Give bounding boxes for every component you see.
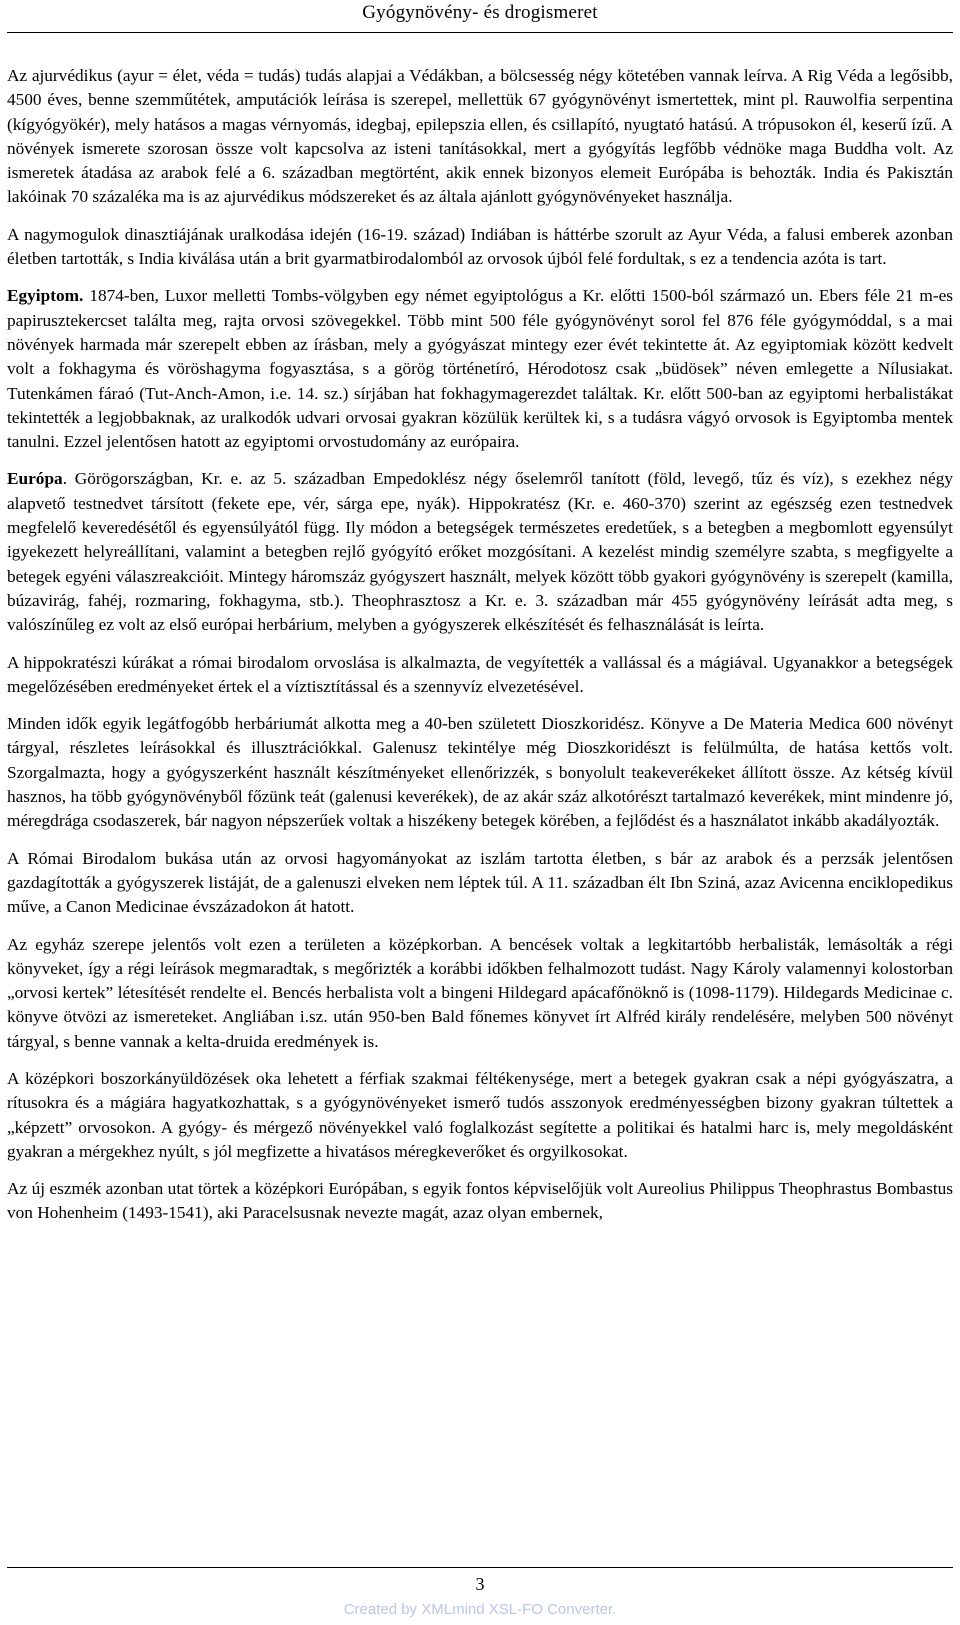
paragraph-rome xyxy=(7,651,953,700)
converter-watermark: Created by XMLmind XSL-FO Converter. xyxy=(343,1601,617,1618)
paragraph-text: A középkori boszorkányüldözések oka lehetett a férfiak szakmai féltékenysége, mert a betegek gyakran csak a népi gyógyászatra, a rítusokra és a mágiára hagyatkozhattak, s a gyógynövényeket ismerő tudós asszonyok eredményességben bizony gyakran túltettek a „képzett” orvosokon. A gyógy- és mérgező növényekkel való foglalkozást segítette a politikai és hatalmi harc is, mely megoldásként gyakran a mérgekhez nyúlt, s jól megfizette a hivatásos méregkeverőket és orgyilkosokat. xyxy=(7,1068,953,1161)
paragraph-witch-hunts xyxy=(7,1067,953,1164)
paragraph-islam xyxy=(7,847,953,920)
paragraph-text: Az egyház szerepe jelentős volt ezen a területen a középkorban. A bencések voltak a legkitartóbb herbalisták, lemásolták a régi könyveket, így a régi leírások megmaradtak, s megőrizték a korábbi időkben felhalmozott tudást. Nagy Károly valamennyi kolostorban „orvosi kertek” létesítését rendelte el. Bencés herbalista volt a bingeni Hildegard apácafőnöknő is (1098-1179). Hildegards Medicinae c. könyve ötvözi az ismereteket. Angliában i.sz. után 950-ben Bald főnemes könyvet írt Alfréd király rendelésére, melyben 500 növényt tárgyal, s benne vannak a kelta-druida eredmények is. xyxy=(7,934,953,1051)
section-lead-egypt: Egyiptom. xyxy=(7,286,84,306)
section-lead-europe: Európa xyxy=(7,469,63,489)
document-body xyxy=(7,64,953,1239)
page-number: 3 xyxy=(475,1574,485,1594)
paragraph-dioscorides xyxy=(7,712,953,833)
paragraph-ayurveda xyxy=(7,64,953,210)
paragraph-mughal xyxy=(7,223,953,272)
paragraph-paracelsus xyxy=(7,1177,953,1226)
paragraph-text: 1874-ben, Luxor melletti Tombs-völgyben egy német egyiptológus a Kr. előtti 1500-ból származó un. Ebers féle 21 m-es papirusztekercset találta meg, rajta orvosi szövegekkel. Több mint 500 féle gyógynövényt sorol fel 876 féle gyógymóddal, s a mai növények harmada már szerepelt ebben az írásban, mely a gyógyászat mintegy ezer évét tekintette át. Az egyiptomiak között kedvelt volt a fokhagyma és vöröshagyma fogyasztása, s a görög történetíró, Hérodotosz csak „büdösek” néven emlegette a Nílusiakat. Tutenkámen fáraó (Tut-Anch-Amon, i.e. 14. sz.) sírjában hat fokhagymagerezdet találtak. Kr. előtt 500-ban az egyiptomi herbalistákat tekintették a legjobbaknak, az uralkodók udvari orvosai gyakran közülük kerültek ki, s a tudásra vágyó orvosok is Egyiptomba mentek tanulni. Ezzel jelentősen hatott az egyiptomi orvostudomány az európaira. xyxy=(7,286,953,452)
page-header-title: Gyógynövény- és drogismeret xyxy=(362,2,598,23)
paragraph-text: Az ajurvédikus (ayur = élet, véda = tudás) tudás alapjai a Védákban, a bölcsesség négy kötetében vannak leírva. A Rig Véda a legősibb, 4500 éves, benne szemműtétek, amputációk leírása is szerepel, mellettük 67 gyógynövényt ismertettek, mint pl. Rauwolfia serpentina (kígyógyökér), mely hatásos a magas vérnyomás, idegbaj, epilepszia ellen, és csillapító, nyugtató hatású. A trópusokon él, keserű ízű. A növények ismerete szorosan össze volt kapcsolva az isteni tanításokkal, mert a gyógyítás legfőbb védnöke maga Buddha volt. Az ismeretek átadása az arabok felé a 6. században megtörtént, akik ennek bizonyos elemeit Európába is behozták. India és Pakisztán lakóinak 70 százaléka ma is az ajurvédikus módszereket és az általa ajánlott gyógynövényeket használja. xyxy=(7,66,953,207)
paragraph-text: Az új eszmék azonban utat törtek a középkori Európában, s egyik fontos képviselőjük volt Aureolius Philippus Theophrastus Bombastus von Hohenheim (1493-1541), aki Paracelsusnak nevezte magát, azaz olyan embernek, xyxy=(7,1179,953,1223)
paragraph-text: A Római Birodalom bukása után az orvosi hagyományokat az iszlám tartotta életben, s bár az arabok és a perzsák jelentősen gazdagították a gyógyszerek listáját, de a galenuszi elveken nem léptek túl. A 11. században élt Ibn Sziná, azaz Avicenna enciklopedikus műve, a Canon Medicinae évszázadokon át hatott. xyxy=(7,848,953,917)
paragraph-europe xyxy=(7,467,953,637)
paragraph-text: A hippokratészi kúrákat a római birodalom orvoslása is alkalmazta, de vegyítették a vallással és a mágiával. Ugyanakkor a betegségek megelőzésében eredményeket értek el a víztisztítással és a szennyvíz elvezetésével. xyxy=(7,652,953,696)
header-divider xyxy=(7,32,953,33)
paragraph-text: . Görögországban, Kr. e. az 5. században Empedoklész négy őselemről tanított (föld, levegő, tűz és víz), s ezekhez négy alapvető testnedvet társított (fekete epe, vér, sárga epe, nyák). Hippokratész (Kr. e. 460-370) szerint az egészség ezen testnedvek megfelelő keveredésétől és egyensúlyától függ. Ily módon a betegségek természetes eredetűek, s a betegben a megbomlott egyensúlyt igyekezett helyreállítani, valamint a betegben rejlő gyógyító erőket mozgósítani. A kezelést mindig személyre szabta, s megfigyelte a betegek egyéni válaszreakcióit. Mintegy háromszáz gyógyszert használt, melyek között több gyakori gyógynövény is szerepelt (kamilla, búzavirág, fahéj, rozmaring, fokhagyma, stb.). Theophrasztosz a Kr. e. 3. században már 455 gyógynövény leírását adta meg, s valószínűleg ez volt az első európai herbárium, melyben a gyógyszerek elkészítését és felhasználását is leírta. xyxy=(7,469,953,635)
footer-divider xyxy=(7,1567,953,1568)
paragraph-egypt xyxy=(7,284,953,454)
paragraph-text: A nagymogulok dinasztiájának uralkodása idején (16-19. század) Indiában is háttérbe szorult az Ayur Véda, a falusi emberek azonban életben tartották, s India kiválása után a brit gyarmatbirodalomból az orvosok újból felé fordultak, s ez a tendencia azóta is tart. xyxy=(7,224,953,269)
paragraph-church xyxy=(7,933,953,1054)
paragraph-text: Minden idők egyik legátfogóbb herbáriumát alkotta meg a 40-ben született Dioszkoridész. Könyve a De Materia Medica 600 növényt tárgyal, részletes leírásokkal és illusztrációkkal. Galenusz tekintélye még Dioszkoridészt is felülmúlta, de hatása kettős volt. Szorgalmazta, hogy a gyógyszerként használt készítményeket ellenőrizzék, s bonyolult teakeverékeket állított össze. Az kétség kívül hasznos, ha több gyógynövényből főzünk teát (galenusi keverékek), de az akár száz alkotórészt tartalmazó keverékek, mint mindenre jó, méregdrága csodaszerek, bár nagyon népszerűek voltak a hiszékeny betegek körében, a fejlődést és a használatot inkább akadályozták. xyxy=(7,714,953,831)
